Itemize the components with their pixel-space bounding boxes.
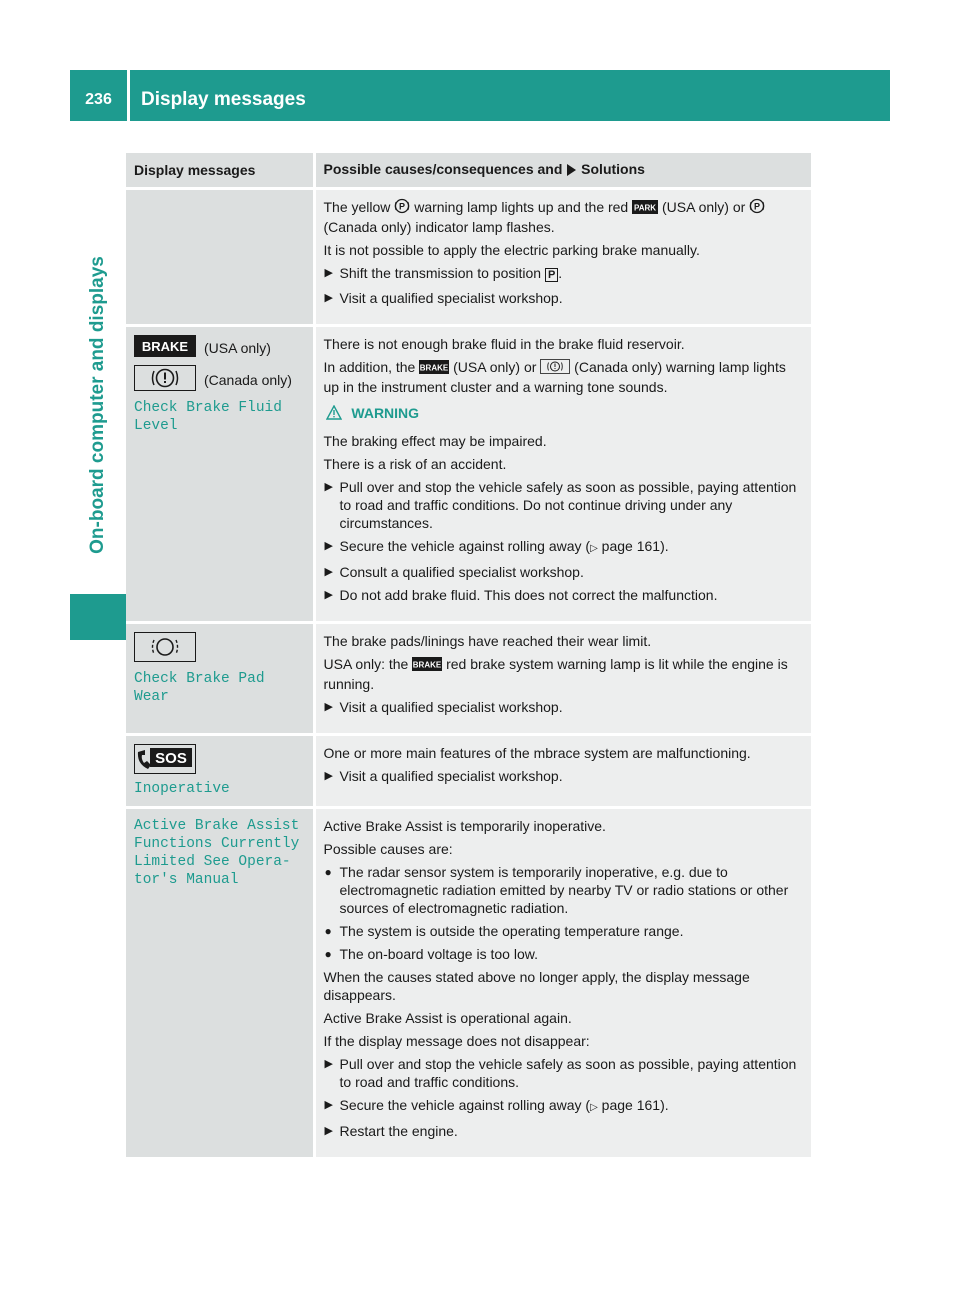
message-cell — [126, 735, 314, 808]
section-label: On-board computer and displays — [87, 256, 108, 554]
svg-text:SOS: SOS — [155, 750, 187, 767]
text-fragment: The on-board voltage is too low. — [339, 946, 538, 962]
text-fragment: . — [558, 265, 563, 281]
text-fragment: (Canada only) warning lamp lights up in the instrument cluster and a warning tone sounds. — [323, 359, 786, 395]
usa-indicator — [134, 335, 305, 361]
bullet-item — [324, 945, 806, 963]
cause-text: There is not enough brake fluid in the brake fluid reservoir. — [323, 336, 685, 352]
brake-warning-icon — [134, 365, 196, 395]
causes-cell — [314, 623, 811, 735]
message-line: Active Brake Assist — [134, 818, 300, 834]
column-header-causes — [314, 153, 811, 189]
text-fragment: red brake system warning lamp is lit while the engine is running. — [323, 656, 788, 692]
bullet-icon: ● — [324, 924, 332, 938]
usa-label: (USA only) — [204, 340, 271, 356]
solution-step — [324, 1055, 806, 1091]
gear-position-p: P — [545, 268, 558, 282]
bullet-item — [324, 922, 806, 940]
canada-indicator — [134, 365, 305, 395]
column-header-messages: Display messages — [126, 153, 314, 189]
warning-label: WARNING — [351, 405, 420, 421]
solution-step — [324, 537, 806, 558]
display-message-text: Check Brake Pad Wear — [134, 671, 265, 705]
message-cell — [126, 326, 314, 623]
svg-text:BRAKE: BRAKE — [412, 660, 442, 670]
cause-text: Possible causes are: — [323, 841, 453, 857]
table-header-row — [126, 153, 811, 189]
message-cell — [126, 189, 314, 326]
causes-cell — [314, 189, 811, 326]
message-line: tor's Manual — [134, 872, 239, 888]
table-row — [126, 808, 811, 1159]
solution-step — [324, 698, 806, 716]
page-reference[interactable]: page 161). — [601, 1097, 669, 1113]
text-fragment: Consult a qualified specialist workshop. — [339, 564, 584, 580]
text-fragment: Pull over and stop the vehicle safely as soon as possible, paying attention to road and traffic conditions. — [339, 1056, 797, 1090]
solution-step — [324, 767, 806, 785]
cause-text: Active Brake Assist is temporarily inoperative. — [323, 818, 606, 834]
solution-step — [324, 264, 806, 284]
header-divider — [127, 70, 130, 121]
svg-text:BRAKE: BRAKE — [420, 363, 449, 373]
parking-brake-icon — [749, 198, 765, 218]
text-fragment: USA only: the — [323, 656, 409, 672]
causes-cell — [314, 735, 811, 808]
message-cell — [126, 623, 314, 735]
cause-text: One or more main features of the mbrace system are malfunctioning. — [323, 745, 751, 761]
page-ref-icon: ▷ — [590, 543, 598, 554]
step-arrow-icon: ▶ — [324, 267, 333, 279]
cause-text: The braking effect may be impaired. — [323, 433, 547, 449]
cause-text: If the display message does not disappear: — [323, 1033, 590, 1049]
causes-cell — [314, 326, 811, 623]
svg-text:P: P — [754, 201, 761, 212]
svg-text:BRAKE: BRAKE — [141, 339, 189, 354]
text-fragment: Do not add brake fluid. This does not correct the malfunction. — [339, 587, 718, 603]
cause-text — [324, 358, 806, 396]
page-ref-icon: ▷ — [590, 1102, 598, 1113]
brake-pad-icon-wrap — [134, 632, 305, 666]
table-row — [126, 189, 811, 326]
text-fragment: The system is outside the operating temperature range. — [339, 923, 684, 939]
text-fragment: Restart the engine. — [339, 1123, 458, 1139]
message-line: Limited See Opera- — [134, 854, 291, 870]
solution-step — [324, 586, 806, 604]
step-arrow-icon: ▶ — [324, 1099, 333, 1111]
brake-lamp-icon — [134, 335, 196, 361]
step-arrow-icon: ▶ — [324, 1058, 333, 1070]
text-fragment: In addition, the — [323, 359, 416, 375]
step-arrow-icon: ▶ — [324, 701, 333, 713]
message-cell — [126, 808, 314, 1159]
page-reference[interactable]: page 161). — [601, 538, 669, 554]
step-arrow-icon: ▶ — [324, 566, 333, 578]
step-arrow-icon: ▶ — [324, 540, 333, 552]
cause-text: The brake pads/linings have reached their wear limit. — [323, 633, 652, 649]
cause-text — [324, 655, 806, 693]
solution-step — [324, 478, 806, 532]
table-row — [126, 735, 811, 808]
section-marker — [70, 594, 127, 640]
step-arrow-icon: ▶ — [324, 1125, 333, 1137]
text-fragment: The radar sensor system is temporarily inoperative, e.g. due to electromagnetic radiation emitted by nearby TV or radio stations or other sources of electromagnetic radiation. — [339, 864, 789, 916]
text-fragment: Visit a qualified specialist workshop. — [339, 290, 563, 306]
table-row — [126, 326, 811, 623]
solution-step — [324, 1096, 806, 1117]
text-fragment: or — [732, 199, 746, 215]
message-line: Functions Currently — [134, 836, 300, 852]
solution-step — [324, 289, 806, 307]
text-fragment: (USA only) — [662, 199, 729, 215]
warning-heading — [324, 404, 806, 424]
bullet-item — [324, 863, 806, 917]
display-message-text: Check Brake Fluid Level — [134, 400, 282, 434]
brake-pad-wear-icon — [134, 632, 196, 666]
text-fragment: The yellow — [323, 199, 391, 215]
display-messages-table — [126, 153, 811, 1160]
brake-lamp-icon — [419, 360, 449, 378]
solution-step — [324, 1122, 806, 1140]
table-row — [126, 623, 811, 735]
causes-label: Possible causes/consequences and — [323, 161, 563, 177]
solutions-label: Solutions — [581, 161, 645, 177]
park-lamp-icon — [632, 200, 658, 218]
brake-lamp-icon — [412, 657, 442, 675]
text-fragment: warning lamp lights up and the red — [414, 199, 629, 215]
text-fragment: (Canada only) indicator lamp flashes. — [323, 219, 555, 235]
page-number: 236 — [85, 91, 112, 108]
cause-text: There is a risk of an accident. — [323, 456, 507, 472]
sos-icon-wrap — [134, 744, 305, 778]
cause-text: Active Brake Assist is operational again. — [323, 1010, 572, 1026]
solution-step — [324, 563, 806, 581]
step-arrow-icon: ▶ — [324, 589, 333, 601]
solutions-arrow-icon — [566, 162, 577, 180]
svg-text:PARK: PARK — [634, 203, 657, 213]
page-title: Display messages — [141, 89, 306, 110]
text-fragment: Secure the vehicle against rolling away ( — [339, 538, 591, 554]
text-fragment: Visit a qualified specialist workshop. — [339, 699, 563, 715]
warning-triangle-icon — [326, 405, 342, 424]
bullet-icon: ● — [324, 947, 332, 961]
cause-text: It is not possible to apply the electric parking brake manually. — [323, 242, 700, 258]
cause-text: When the causes stated above no longer apply, the display message disappears. — [323, 969, 750, 1003]
text-fragment: Secure the vehicle against rolling away ( — [339, 1097, 591, 1113]
parking-brake-icon — [394, 198, 410, 218]
text-fragment: Shift the transmission to position — [339, 265, 542, 281]
cause-text — [324, 198, 806, 236]
display-message-text — [134, 817, 305, 889]
canada-label: (Canada only) — [204, 372, 292, 388]
step-arrow-icon: ▶ — [324, 481, 333, 493]
step-arrow-icon: ▶ — [324, 770, 333, 782]
text-fragment: Visit a qualified specialist workshop. — [339, 768, 563, 784]
causes-cell — [314, 808, 811, 1159]
display-message-text: Inoperative — [134, 781, 230, 797]
sos-phone-icon — [134, 744, 196, 778]
step-arrow-icon: ▶ — [324, 292, 333, 304]
bullet-icon: ● — [324, 865, 332, 879]
text-fragment: Pull over and stop the vehicle safely as soon as possible, paying attention to road and traffic conditions. Do not continue driving under any circumstances. — [339, 479, 797, 531]
brake-warning-icon — [540, 359, 570, 378]
text-fragment: (USA only) or — [453, 359, 537, 375]
svg-text:P: P — [399, 201, 406, 212]
